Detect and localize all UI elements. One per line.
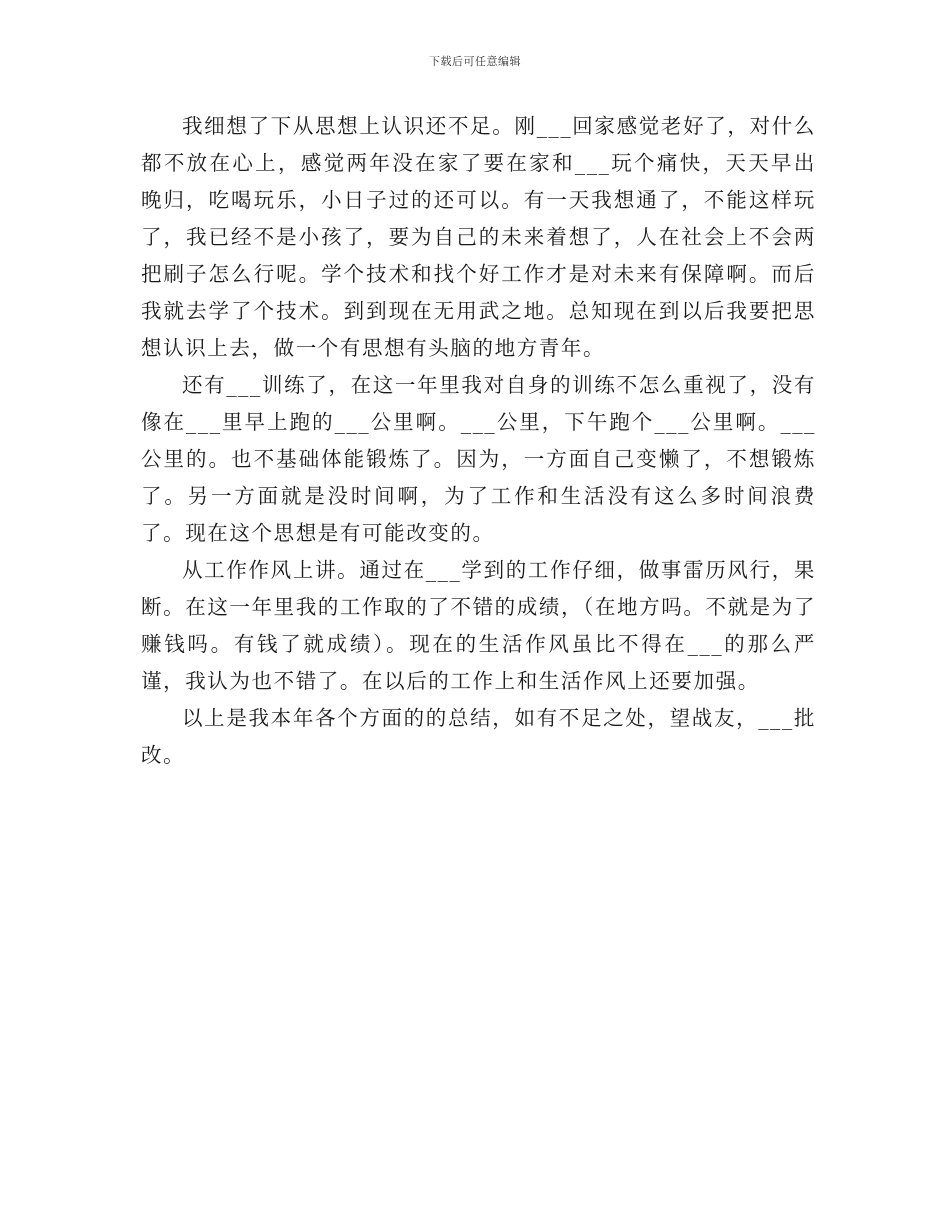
page-header: 下载后可任意编辑 [429, 55, 521, 68]
document-body [141, 108, 816, 774]
paragraph-work-style: 从工作作风上讲。通过在___学到的工作仔细，做事雷历风行，果断。在这一年里我的工作取的了不错的成绩，（在地方吗。不就是为了赚钱吗。有钱了就成绩）。现在的生活作风虽比不得在___的那么严谨，我认为也不错了。在以后的工作上和生活作风上还要加强。 [141, 558, 816, 693]
paragraph-training: 还有___训练了，在这一年里我对自身的训练不怎么重视了，没有像在___里早上跑的___公里啊。___公里，下午跑个___公里啊。___公里的。也不基础体能锻炼了。因为，一方面自己变懒了，不想锻炼了。另一方面就是没时间啊，为了工作和生活没有这么多时间浪费了。现在这个思想是有可能改变的。 [141, 373, 816, 545]
paragraph-conclusion: 以上是我本年各个方面的的总结，如有不足之处，望战友，___批改。 [141, 706, 816, 767]
paragraph-thought: 我细想了下从思想上认识还不足。刚___回家感觉老好了，对什么都不放在心上，感觉两年没在家了要在家和___玩个痛快，天天早出晚归，吃喝玩乐，小日子过的还可以。有一天我想通了，不能这样玩了，我已经不是小孩了，要为自己的未来着想了，人在社会上不会两把刷子怎么行呢。学个技术和找个好工作才是对未来有保障啊。而后我就去学了个技术。到到现在无用武之地。总知现在到以后我要把思想认识上去，做一个有思想有头脑的地方青年。 [141, 114, 816, 360]
